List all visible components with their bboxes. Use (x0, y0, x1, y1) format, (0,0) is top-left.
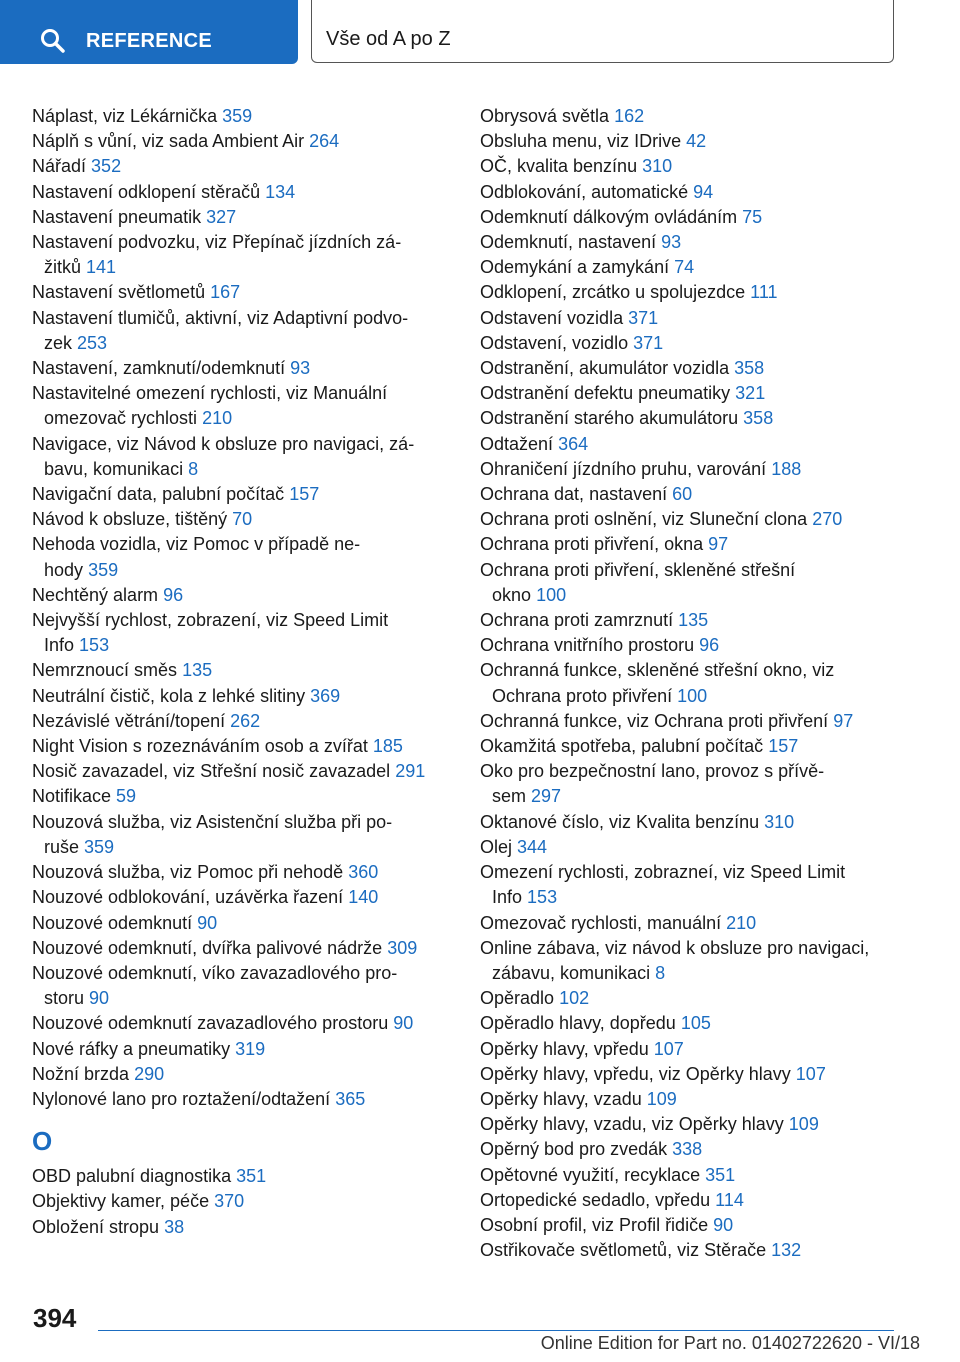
index-entry[interactable] (32, 1164, 472, 1189)
page-link[interactable]: 358 (743, 408, 774, 429)
entry-text: Nehoda vozidla, viz Pomoc v případě ne- (32, 534, 361, 555)
page-link[interactable]: 290 (134, 1063, 165, 1084)
entry-text: storu (44, 988, 85, 1009)
index-entry[interactable] (32, 860, 472, 885)
entry-text: Omezovač rychlosti, manuální (480, 912, 722, 933)
page-link[interactable]: 132 (771, 1240, 802, 1261)
page-link[interactable]: 365 (335, 1088, 366, 1109)
entry-text: Ochrana dat, nastavení (480, 484, 668, 505)
index-entry[interactable] (32, 1062, 472, 1087)
entry-text: ruše (44, 836, 80, 857)
page-link[interactable]: 90 (89, 988, 110, 1009)
entry-text: Navigace, viz Návod k obsluze pro navigaci, zá- (32, 433, 415, 454)
entry-text: Nechtěný alarm (32, 584, 159, 605)
index-entry[interactable] (480, 432, 900, 457)
page-link[interactable]: 359 (84, 836, 115, 857)
entry-text: Opětovné využití, recyklace (480, 1164, 701, 1185)
page-link[interactable]: 358 (734, 358, 765, 379)
page-link[interactable]: 141 (86, 257, 117, 278)
entry-text: Info (492, 887, 523, 908)
entry-text: Obložení stropu (32, 1216, 160, 1237)
index-entry[interactable] (480, 482, 900, 507)
page-link[interactable]: 102 (559, 988, 590, 1009)
page-link[interactable]: 162 (614, 106, 645, 126)
index-entry[interactable] (32, 1087, 472, 1112)
entry-text: omezovač rychlosti (44, 408, 198, 429)
entry-text: Opěradlo hlavy, dopředu (480, 1013, 676, 1034)
index-entry[interactable] (480, 457, 900, 482)
page-link[interactable]: 134 (265, 181, 296, 202)
entry-text: bavu, komunikaci (44, 458, 184, 479)
index-entry[interactable] (480, 381, 900, 406)
entry-text: Oko pro bezpečnostní lano, provoz s přívě- (480, 761, 825, 782)
entry-text: žitků (44, 257, 82, 278)
index-entry[interactable] (480, 936, 900, 986)
entry-text: Opěrky hlavy, vzadu, viz Opěrky hlavy (480, 1114, 784, 1135)
page-link[interactable]: 321 (735, 383, 766, 404)
page-link[interactable]: 94 (693, 181, 714, 202)
entry-text: Nastavení odklopení stěračů (32, 181, 261, 202)
entry-text: sem (492, 786, 527, 807)
entry-text: Ochrana proti přivření, skleněné střešní (480, 559, 796, 580)
entry-text: Odemknutí dálkovým ovládáním (480, 206, 738, 227)
page-link[interactable]: 319 (235, 1038, 266, 1059)
page-number: 394 (33, 1303, 77, 1333)
entry-text: Nové ráfky a pneumatiky (32, 1038, 231, 1059)
entry-text: Náplast, viz Lékárnička (32, 106, 218, 126)
page-link[interactable]: 96 (163, 584, 184, 605)
index-entry[interactable] (480, 205, 900, 230)
entry-text: Okamžitá spotřeba, palubní počítač (480, 736, 764, 757)
entry-text: Nemrznoucí směs (32, 660, 178, 681)
page-link[interactable]: 93 (661, 232, 682, 253)
page-link[interactable]: 338 (672, 1139, 703, 1160)
entry-text: Opěradlo (480, 988, 555, 1009)
page-link[interactable]: 262 (230, 710, 261, 731)
page-link[interactable]: 109 (788, 1114, 819, 1135)
page-link[interactable]: 264 (309, 131, 340, 152)
index-entry[interactable] (480, 986, 900, 1011)
index-entry[interactable] (480, 129, 900, 154)
entry-text: Nylonové lano pro roztažení/odtažení (32, 1088, 331, 1109)
index-entry[interactable] (32, 885, 472, 910)
page-link[interactable]: 90 (393, 1013, 414, 1034)
index-entry[interactable] (32, 911, 472, 936)
entry-text: Ochrana proto přivření (492, 685, 673, 706)
index-entry[interactable] (480, 1238, 900, 1263)
page-link[interactable]: 96 (699, 635, 720, 656)
entry-text: Nožní brzda (32, 1063, 130, 1084)
entry-text: Odstranění defektu pneumatiky (480, 383, 731, 404)
page-link[interactable]: 114 (715, 1189, 744, 1210)
entry-text: Omezení rychlosti, zobrazneí, viz Speed Limit (480, 862, 846, 883)
page-link[interactable]: 135 (182, 660, 213, 681)
page-link[interactable]: 60 (672, 484, 693, 505)
entry-text: Ochranná funkce, viz Ochrana proti přivření (480, 710, 829, 731)
entry-text: Nosič zavazadel, viz Střešní nosič zavazadel (32, 761, 391, 782)
index-entry[interactable] (32, 810, 472, 860)
index-entry[interactable] (32, 154, 472, 179)
entry-text: Opěrky hlavy, vzadu (480, 1088, 642, 1109)
index-entry[interactable] (480, 255, 900, 280)
index-entry[interactable] (480, 1087, 900, 1112)
page-link[interactable]: 291 (395, 761, 426, 782)
page-link[interactable]: 210 (202, 408, 233, 429)
footer-divider (98, 1330, 894, 1331)
page-link[interactable]: 59 (116, 786, 137, 807)
footer-edition: Online Edition for Part no. 01402722620 - VI/18 (540, 1333, 920, 1353)
index-list-o (32, 1164, 472, 1240)
index-entry[interactable] (480, 860, 900, 910)
entry-text: Nářadí (32, 156, 87, 177)
entry-text: hody (44, 559, 84, 580)
page-link[interactable]: 42 (686, 131, 707, 152)
index-entry[interactable] (480, 1037, 900, 1062)
page-link[interactable]: 8 (655, 962, 666, 983)
page-link[interactable]: 100 (536, 584, 567, 605)
entry-text: zek (44, 332, 73, 353)
reference-tab[interactable] (0, 0, 298, 64)
section-letter: O (32, 1126, 53, 1157)
page-link[interactable]: 109 (646, 1088, 677, 1109)
index-entry[interactable] (480, 1163, 900, 1188)
entry-text: Nastavení, zamknutí/odemknutí (32, 358, 286, 379)
entry-text: Odemykání a zamykání (480, 257, 670, 278)
page-link[interactable]: 351 (236, 1166, 267, 1187)
index-entry[interactable] (32, 709, 472, 734)
page-link[interactable]: 153 (79, 635, 110, 656)
index-entry[interactable] (480, 734, 900, 759)
page-link[interactable]: 93 (290, 358, 311, 379)
page-link[interactable]: 157 (289, 484, 320, 505)
entry-text: Ochrana vnitřního prostoru (480, 635, 695, 656)
page-link[interactable]: 157 (768, 736, 799, 757)
page-link[interactable]: 309 (387, 937, 418, 958)
index-entry[interactable] (480, 1188, 900, 1213)
index-entry[interactable] (480, 1011, 900, 1036)
index-entry[interactable] (32, 180, 472, 205)
entry-text: Night Vision s rozeznáváním osob a zvířat (32, 736, 368, 757)
entry-text: Oktanové číslo, viz Kvalita benzínu (480, 811, 760, 832)
page-link[interactable]: 310 (642, 156, 673, 177)
index-entry[interactable] (32, 104, 472, 129)
entry-text: Nouzové odemknutí (32, 912, 193, 933)
page-link[interactable]: 188 (771, 458, 802, 479)
page-link[interactable]: 70 (232, 509, 253, 530)
page-link[interactable]: 107 (653, 1038, 684, 1059)
entry-text: Náplň s vůní, viz sada Ambient Air (32, 131, 305, 152)
index-entry[interactable] (32, 280, 472, 305)
entry-text: OBD palubní diagnostika (32, 1166, 232, 1187)
entry-text: Nouzové odemknutí, víko zavazadlového pro- (32, 962, 398, 983)
page-link[interactable]: 111 (750, 282, 778, 303)
index-entry[interactable] (480, 835, 900, 860)
entry-text: Ochrana proti oslnění, viz Sluneční clona (480, 509, 808, 530)
entry-text: Odemknutí, nastavení (480, 232, 657, 253)
page-link[interactable]: 352 (91, 156, 122, 177)
index-entry[interactable] (480, 154, 900, 179)
entry-text: Ochranná funkce, skleněné střešní okno, viz (480, 660, 835, 681)
right-column (480, 104, 900, 1263)
index-entry[interactable] (480, 280, 900, 305)
index-entry[interactable] (480, 1213, 900, 1238)
index-entry[interactable] (480, 306, 900, 331)
page-link[interactable]: 153 (527, 887, 558, 908)
page-link[interactable]: 97 (708, 534, 729, 555)
index-entry[interactable] (480, 532, 900, 557)
entry-text: Nezávislé větrání/topení (32, 710, 226, 731)
entry-text: Obsluha menu, viz IDrive (480, 131, 682, 152)
page-link[interactable]: 310 (764, 811, 795, 832)
index-entry[interactable] (480, 1062, 900, 1087)
index-entry[interactable] (480, 709, 900, 734)
page-link[interactable]: 369 (310, 685, 341, 706)
page-link[interactable]: 253 (77, 332, 108, 353)
entry-text: okno (492, 584, 532, 605)
entry-text: Olej (480, 836, 513, 857)
index-entry[interactable] (32, 532, 472, 582)
entry-text: Nouzové odemknutí zavazadlového prostoru (32, 1013, 389, 1034)
entry-text: Ohraničení jízdního pruhu, varování (480, 458, 767, 479)
page-link[interactable]: 270 (812, 509, 843, 530)
index-entry[interactable] (32, 961, 472, 1011)
index-entry[interactable] (480, 230, 900, 255)
page-link[interactable]: 344 (517, 836, 548, 857)
page-link[interactable]: 359 (88, 559, 119, 580)
index-tab[interactable] (311, 0, 894, 63)
search-icon (40, 28, 66, 54)
page-link[interactable]: 38 (164, 1216, 185, 1237)
index-entry[interactable] (32, 583, 472, 608)
entry-text: Návod k obsluze, tištěný (32, 509, 228, 530)
index-entry[interactable] (480, 911, 900, 936)
index-list-n (32, 104, 472, 1112)
index-entry[interactable] (480, 356, 900, 381)
index-entry[interactable] (480, 1137, 900, 1162)
page-link[interactable]: 210 (726, 912, 757, 933)
page-link[interactable]: 167 (210, 282, 241, 303)
index-entry[interactable] (32, 658, 472, 683)
page-link[interactable]: 90 (197, 912, 218, 933)
index-entry[interactable] (480, 406, 900, 431)
index-entry[interactable] (32, 306, 472, 356)
index-entry[interactable] (32, 482, 472, 507)
index-tab-label: Vše od A po Z (326, 28, 451, 50)
left-column (32, 104, 472, 1240)
entry-text: OČ, kvalita benzínu (480, 156, 638, 177)
entry-text: Ostřikovače světlometů, viz Stěrače (480, 1240, 767, 1261)
index-entry[interactable] (480, 331, 900, 356)
page-link[interactable]: 370 (214, 1191, 245, 1212)
page-link[interactable]: 371 (628, 307, 659, 328)
entry-text: Odblokování, automatické (480, 181, 689, 202)
index-entry[interactable] (32, 1189, 472, 1214)
index-entry[interactable] (32, 936, 472, 961)
page-link[interactable]: 75 (742, 206, 763, 227)
entry-text: Navigační data, palubní počítač (32, 484, 285, 505)
entry-text: Ochrana proti zamrznutí (480, 610, 674, 631)
index-entry[interactable] (480, 658, 900, 708)
page-link[interactable]: 185 (372, 736, 403, 757)
index-entry[interactable] (480, 633, 900, 658)
entry-text: Nastavení světlometů (32, 282, 206, 303)
entry-text: Opěrný bod pro zvedák (480, 1139, 668, 1160)
entry-text: Info (44, 635, 75, 656)
entry-text: Nastavení pneumatik (32, 206, 202, 227)
index-entry[interactable] (32, 1011, 472, 1036)
page-link[interactable]: 360 (348, 862, 379, 883)
index-entry[interactable] (32, 784, 472, 809)
entry-text: Nejvyšší rychlost, zobrazení, viz Speed Limit (32, 610, 389, 631)
index-entry[interactable] (32, 684, 472, 709)
entry-text: Odstavení vozidla (480, 307, 624, 328)
index-entry[interactable] (32, 608, 472, 658)
entry-text: Opěrky hlavy, vpředu, viz Opěrky hlavy (480, 1063, 791, 1084)
entry-text: Odklopení, zrcátko u spolujezdce (480, 282, 746, 303)
index-entry[interactable] (32, 205, 472, 230)
entry-text: Online zábava, viz návod k obsluze pro navigaci, (480, 937, 870, 958)
page-link[interactable]: 351 (705, 1164, 736, 1185)
index-entry[interactable] (480, 608, 900, 633)
index-entry[interactable] (32, 507, 472, 532)
entry-text: Odtažení (480, 433, 554, 454)
entry-text: Nastavení tlumičů, aktivní, viz Adaptivní podvo- (32, 307, 409, 328)
page-link[interactable]: 105 (680, 1013, 711, 1034)
entry-text: Objektivy kamer, péče (32, 1191, 210, 1212)
entry-text: Nouzové odemknutí, dvířka palivové nádrže (32, 937, 383, 958)
page-link[interactable]: 140 (348, 887, 379, 908)
entry-text: Obrysová světla (480, 106, 610, 126)
page-link[interactable]: 297 (531, 786, 562, 807)
entry-text: Ortopedické sedadlo, vpředu (480, 1189, 711, 1210)
index-entry[interactable] (480, 507, 900, 532)
page-link[interactable]: 364 (558, 433, 589, 454)
index-entry[interactable] (480, 180, 900, 205)
entry-text: Neutrální čistič, kola z lehké slitiny (32, 685, 306, 706)
entry-text: Nastavení podvozku, viz Přepínač jízdních zá- (32, 232, 402, 253)
page-link[interactable]: 359 (222, 106, 253, 126)
page-link[interactable]: 135 (678, 610, 709, 631)
entry-text: Nastavitelné omezení rychlosti, viz Manuální (32, 383, 388, 404)
index-entry[interactable] (480, 1112, 900, 1137)
entry-text: Odstavení, vozidlo (480, 332, 629, 353)
entry-text: Odstranění starého akumulátoru (480, 408, 739, 429)
index-entry[interactable] (32, 759, 472, 784)
entry-text: Odstranění, akumulátor vozidla (480, 358, 730, 379)
index-entry[interactable] (32, 230, 472, 280)
page-link[interactable]: 8 (188, 458, 199, 479)
index-entry[interactable] (480, 558, 900, 608)
page-link[interactable]: 97 (833, 710, 854, 731)
entry-text: Opěrky hlavy, vpředu (480, 1038, 649, 1059)
entry-text: zábavu, komunikaci (492, 962, 651, 983)
entry-text: Nouzové odblokování, uzávěrka řazení (32, 887, 344, 908)
entry-text: Osobní profil, viz Profil řidiče (480, 1214, 709, 1235)
entry-text: Ochrana proti přivření, okna (480, 534, 704, 555)
index-entry[interactable] (32, 381, 472, 431)
index-entry[interactable] (32, 356, 472, 381)
page-link[interactable]: 100 (677, 685, 708, 706)
page-link[interactable]: 90 (713, 1214, 734, 1235)
page-link[interactable]: 74 (674, 257, 695, 278)
index-entry[interactable] (32, 1215, 472, 1240)
index-entry[interactable] (480, 104, 900, 129)
index-entry[interactable] (32, 1037, 472, 1062)
index-entry[interactable] (32, 432, 472, 482)
index-entry[interactable] (480, 759, 900, 809)
page-link[interactable]: 107 (795, 1063, 826, 1084)
index-entry[interactable] (480, 810, 900, 835)
index-entry[interactable] (32, 734, 472, 759)
reference-tab-label: REFERENCE (86, 30, 213, 52)
entry-text: Notifikace (32, 786, 112, 807)
page-link[interactable]: 371 (633, 332, 664, 353)
page-link[interactable]: 327 (206, 206, 237, 227)
entry-text: Nouzová služba, viz Pomoc při nehodě (32, 862, 344, 883)
entry-text: Nouzová služba, viz Asistenční služba při po- (32, 811, 393, 832)
index-list-o-cont (480, 104, 900, 1263)
index-entry[interactable] (32, 129, 472, 154)
